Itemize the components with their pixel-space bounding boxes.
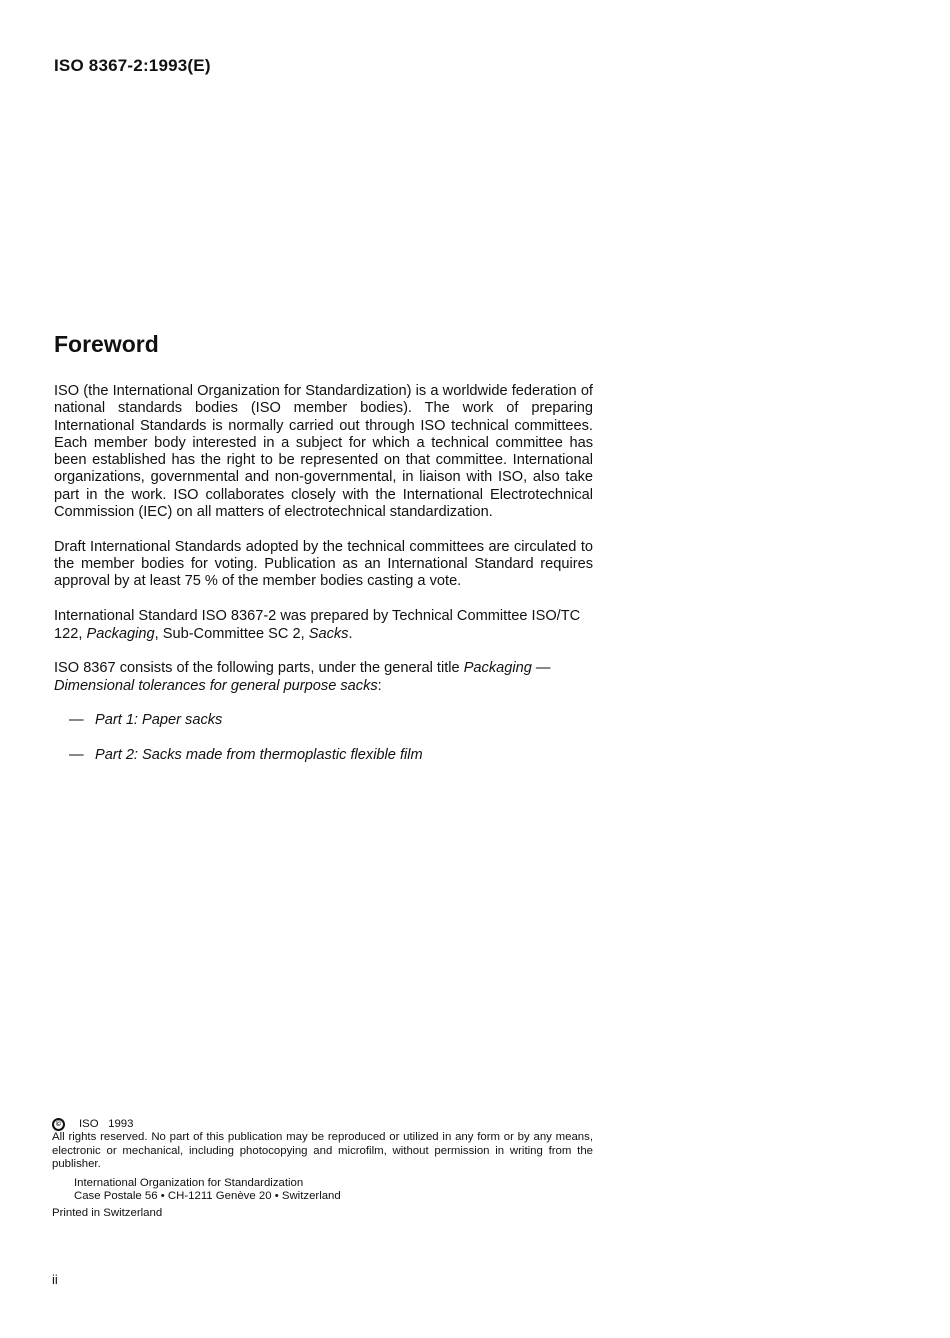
list-item-part-2 xyxy=(69,747,593,764)
foreword-paragraph-1: ISO (the International Organization for Standardization) is a worldwide federation of national standards bodies (ISO member bodies). The work of preparing International Standards is normally carried out through ISO technical committees. Each member body interested in a subject for which a technical committee has been established has the right to be represented on that committee. International organizations, governmental and non-governmental, in liaison with ISO, also take part in the work. ISO collaborates closely with the International Electrotechnical Commission (IEC) on all matters of electrotechnical standardization. xyxy=(54,383,593,521)
foreword-title: Foreword xyxy=(54,331,159,357)
publisher-name: International Organization for Standardization xyxy=(74,1176,304,1189)
publisher-address xyxy=(74,1177,593,1204)
paragraph-3-sacks: Sacks xyxy=(308,625,349,642)
rights-statement: All rights reserved. No part of this publication may be reproduced or utilized in any form or by any means, electronic or mechanical, including photocopying and microfilm, without permission in writing from the publisher. xyxy=(52,1131,593,1171)
paragraph-4-text-c: : xyxy=(377,677,382,694)
copyright-line xyxy=(52,1118,593,1131)
foreword-paragraph-4 xyxy=(54,660,593,695)
printed-in: Printed in Switzerland xyxy=(52,1207,163,1220)
part-1-label: Part 1: Paper sacks xyxy=(95,712,223,729)
document-id: ISO 8367-2:1993(E) xyxy=(54,56,211,75)
paragraph-4-text-a: ISO 8367 consists of the following parts, under the general title xyxy=(54,660,464,677)
paragraph-3-text-c: , Sub-Committee SC 2, xyxy=(154,625,309,642)
publisher-postal-address: Case Postale 56 • CH-1211 Genève 20 • Switzerland xyxy=(74,1190,341,1203)
foreword-body xyxy=(54,383,593,782)
list-dash: — xyxy=(69,747,84,764)
copyright-icon: © xyxy=(52,1118,65,1131)
paragraph-4-general-title: Packaging — Dimensional tolerances for general purpose sacks xyxy=(54,660,551,694)
part-2-label: Part 2: Sacks made from thermoplastic flexible film xyxy=(95,747,423,764)
foreword-paragraph-2: Draft International Standards adopted by the technical committees are circulated to the member bodies for voting. Publication as an International Standard requires approval by at least 75 % of the member bodies casting a vote. xyxy=(54,538,593,590)
paragraph-3-text-a: International Standard ISO 8367-2 was prepared by Technical Committee ISO/TC 122, xyxy=(54,608,581,642)
list-item-part-1 xyxy=(69,712,593,729)
foreword-paragraph-3 xyxy=(54,608,593,643)
page-number: ii xyxy=(52,1272,58,1287)
copyright-year: ISO 1993 xyxy=(79,1118,134,1130)
paragraph-3-packaging: Packaging xyxy=(86,625,155,642)
copyright-block xyxy=(52,1118,593,1221)
paragraph-3-text-e: . xyxy=(348,625,353,642)
list-dash: — xyxy=(69,712,84,729)
